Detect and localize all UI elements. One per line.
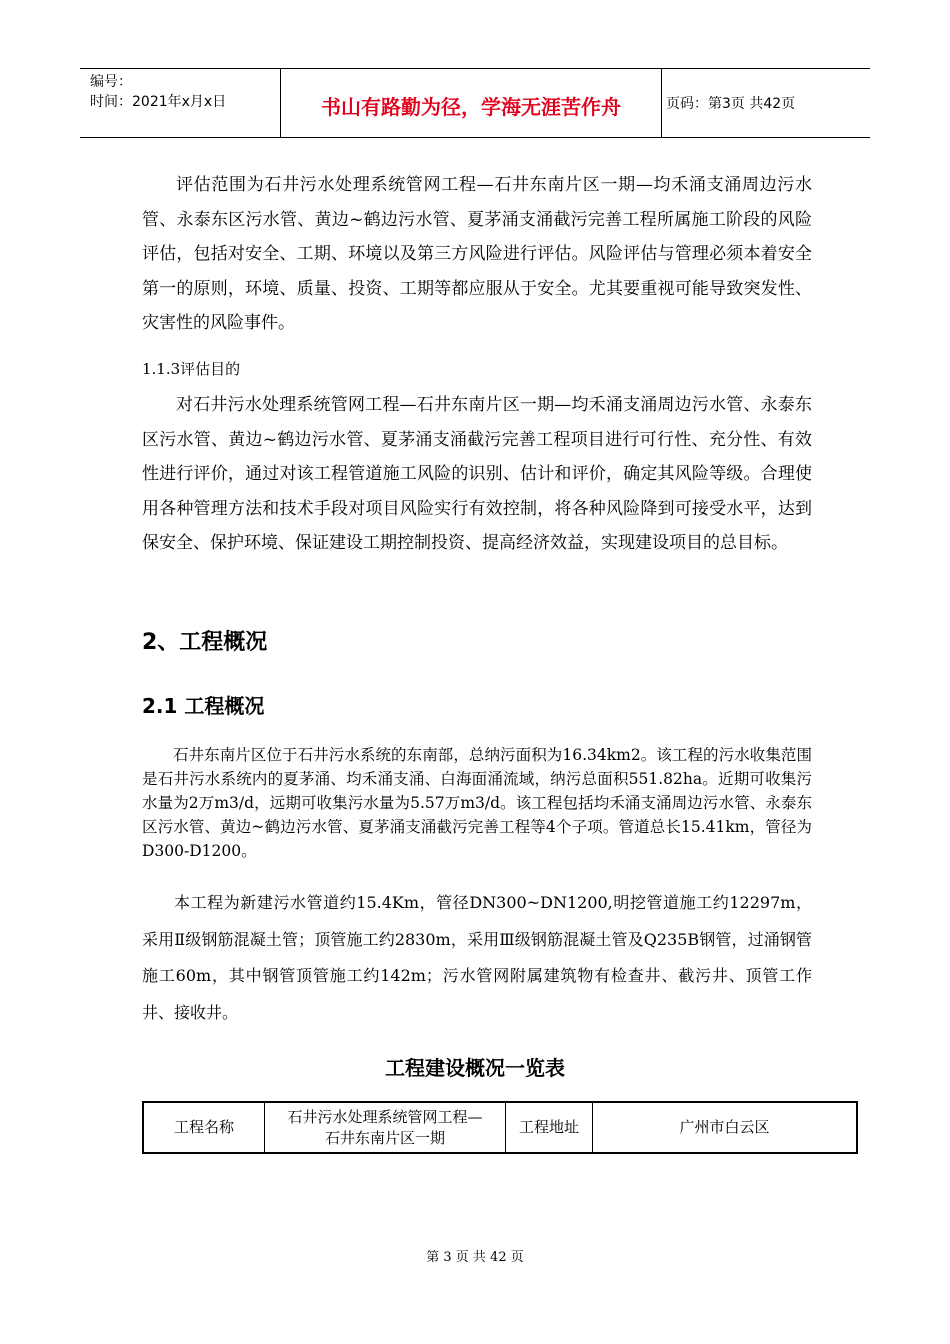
name-value-line1: 石井污水处理系统管网工程— [287, 1107, 483, 1126]
section-heading-2: 2、工程概况 [142, 630, 268, 655]
header-motto-cell [281, 69, 662, 137]
purpose-paragraph: 对石井污水处理系统管网工程—石井东南片区一期—均禾涌支涌周边污水管、永泰东区污水管、黄边~鹤边污水管、夏茅涌支涌截污完善工程项目进行可行性、充分性、有效性进行评价，通过对该工程管道施工风险的识别、估计和评价，确定其风险等级。合理使用各种管理方法和技术手段对项目风险实行有效控制，将各种风险降到可接受水平，达到保安全、保护环境、保证建设工期控制投资、提高经济效益，实现建设项目的总目标。 [142, 395, 812, 553]
time-label: 时间：2021年x月x日 [90, 94, 227, 110]
name-value-cell [265, 1102, 506, 1153]
project-overview-table [142, 1101, 858, 1154]
section-heading-2-1: 2.1 工程概况 [142, 694, 265, 718]
number-label: 编号： [90, 74, 132, 90]
name-value-line2: 石井东南片区一期 [324, 1128, 445, 1147]
page-info: 页码：第3页 共42页 [666, 96, 796, 112]
table-title: 工程建设概况一览表 [385, 1056, 565, 1080]
page-header [80, 68, 870, 138]
header-page-cell [662, 69, 870, 137]
address-label-cell: 工程地址 [506, 1102, 593, 1153]
name-label-cell: 工程名称 [143, 1102, 265, 1153]
section-label-1-1-3: 1.1.3评估目的 [142, 360, 241, 378]
scope-detail-paragraph: 本工程为新建污水管道约15.4Km，管径DN300~DN1200,明挖管道施工约12297m，采用Ⅱ级钢筋混凝土管；顶管施工约2830m，采用Ⅲ级钢筋混凝土管及Q235B钢管，过涌钢管施工60m，其中钢管顶管施工约142m；污水管网附属建筑物有检查井、截污井、顶管工作井、接收井。 [142, 893, 812, 1022]
table-row [143, 1102, 857, 1153]
header-meta-cell [80, 69, 281, 137]
scope-paragraph: 评估范围为石井污水处理系统管网工程—石井东南片区一期—均禾涌支涌周边污水管、永泰东区污水管、黄边~鹤边污水管、夏茅涌支涌截污完善工程所属施工阶段的风险评估，包括对安全、工期、环境以及第三方风险进行评估。风险评估与管理必须本着安全第一的原则，环境、质量、投资、工期等都应服从于安全。尤其要重视可能导致突发性、灾害性的风险事件。 [142, 175, 812, 333]
address-value-cell: 广州市白云区 [593, 1102, 858, 1153]
motto-text: 书山有路勤为径，学海无涯苦作舟 [321, 95, 621, 119]
overview-paragraph: 石井东南片区位于石井污水系统的东南部，总纳污面积为16.34km2。该工程的污水收集范围是石井污水系统内的夏茅涌、均禾涌支涌、白海面涌流域，纳污总面积551.82ha。近期可收集污水量为2万m3/d，远期可收集污水量为5.57万m3/d。该工程包括均禾涌支涌周边污水管、永泰东区污水管、黄边~鹤边污水管、夏茅涌支涌截污完善工程等4个子项。管道总长15.41km，管径为D300-D1200。 [142, 746, 812, 860]
page-footer: 第 3 页 共 42 页 [426, 1250, 524, 1265]
